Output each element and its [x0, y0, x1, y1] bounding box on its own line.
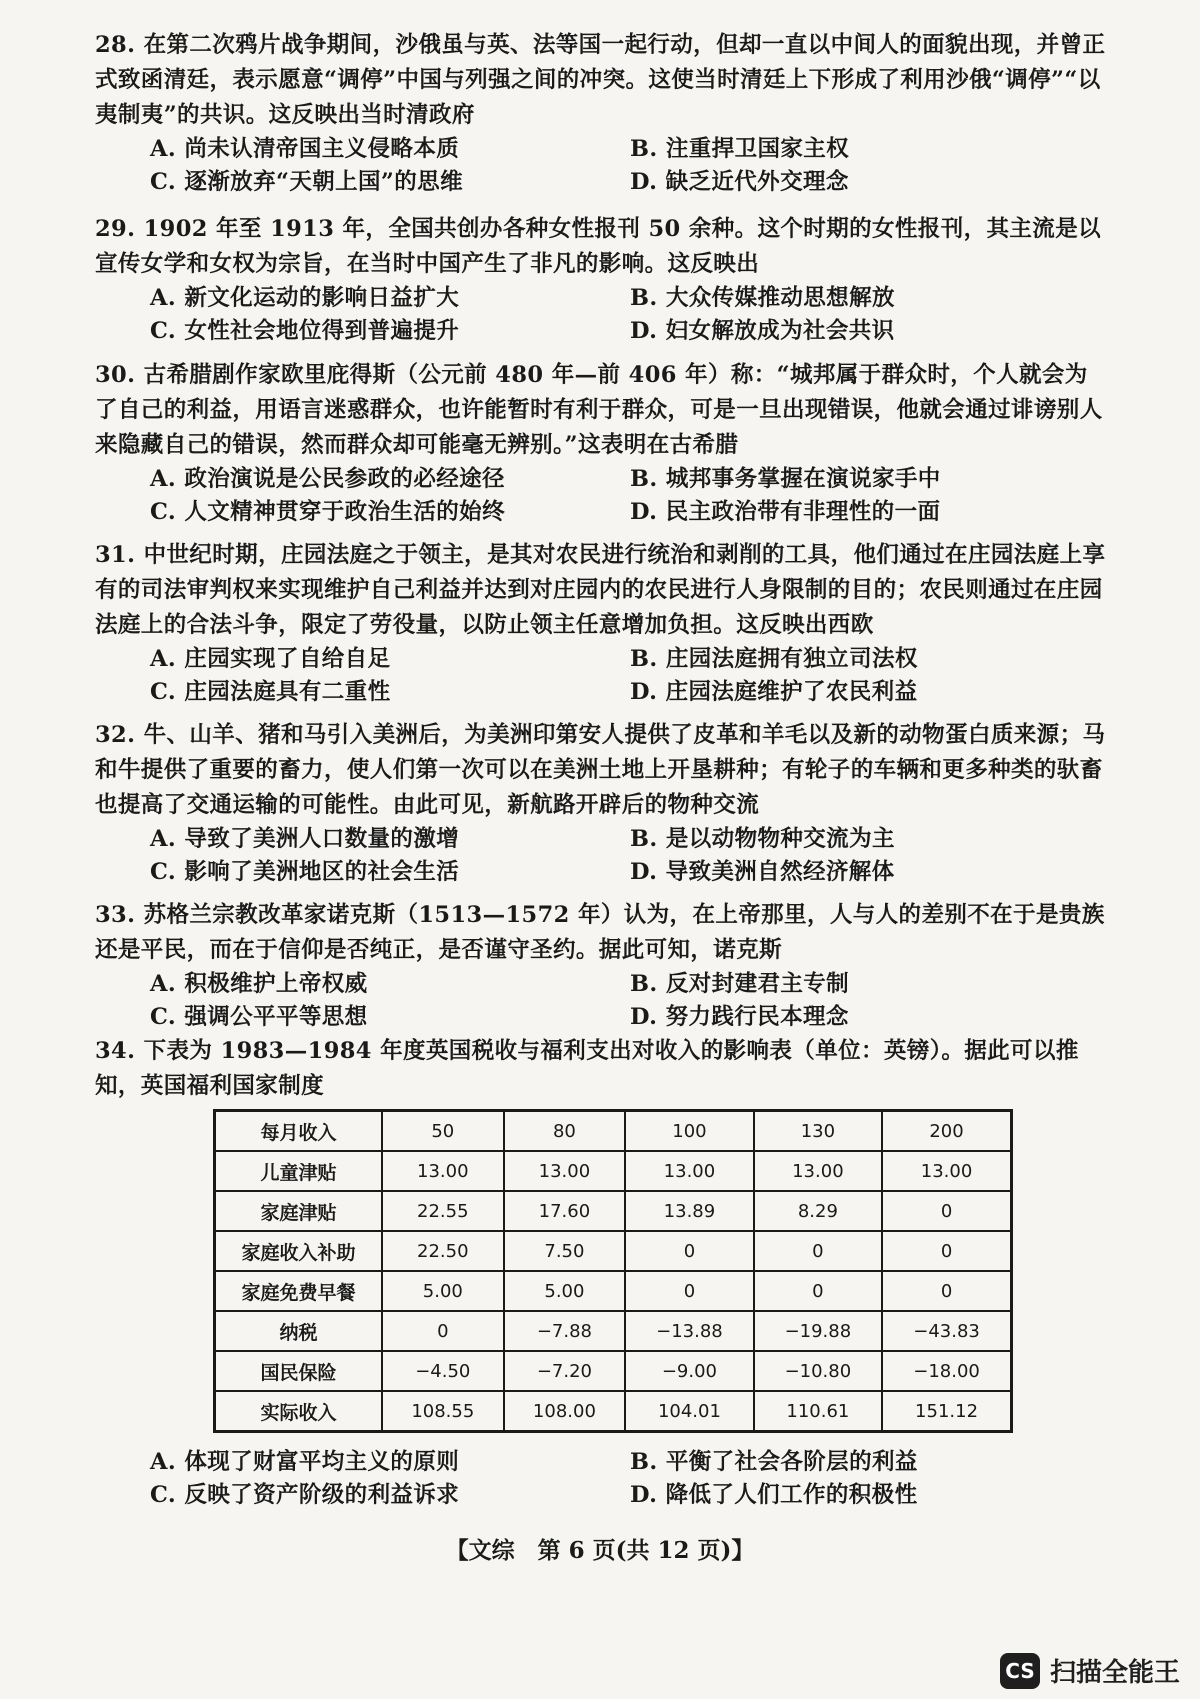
table-cell: 104.01 [625, 1391, 753, 1432]
table-row [215, 1271, 1012, 1311]
option-a: A. 积极维护上帝权威 [150, 971, 368, 997]
options [150, 643, 1110, 709]
camscanner-logo-icon: CS [1000, 1653, 1040, 1689]
table-cell: 0 [754, 1231, 882, 1271]
row-header-cell: 实际收入 [215, 1391, 383, 1432]
table-cell: 108.55 [382, 1391, 504, 1432]
question-stem: 31. 中世纪时期，庄园法庭之于领主，是其对农民进行统治和剥削的工具，他们通过在庄园法庭上享有的司法审判权来实现维护自己利益并达到对庄园内的农民进行人身限制的目的；农民则通过在庄园法庭上的合法斗争，限定了劳役量，以防止领主任意增加负担。这反映出西欧 [95, 542, 1106, 638]
table-cell: 130 [754, 1111, 882, 1152]
option-c: C. 强调公平平等思想 [150, 1004, 368, 1030]
option-c: C. 女性社会地位得到普遍提升 [150, 318, 460, 344]
table-cell: 0 [882, 1271, 1011, 1311]
table-cell: 7.50 [504, 1231, 626, 1271]
table-cell: 13.00 [625, 1151, 753, 1191]
option-d: D. 努力践行民本理念 [630, 1004, 849, 1030]
option-c: C. 庄园法庭具有二重性 [150, 679, 391, 705]
table-cell: 5.00 [504, 1271, 626, 1311]
table-cell: −7.88 [504, 1311, 626, 1351]
question-stem: 29. 1902 年至 1913 年，全国共创办各种女性报刊 50 余种。这个时期的女性报刊，其主流是以宣传女学和女权为宗旨，在当时中国产生了非凡的影响。这反映出 [95, 216, 1102, 277]
table-cell: 100 [625, 1111, 753, 1152]
question-34-options [95, 1446, 1110, 1512]
table-cell: −18.00 [882, 1351, 1011, 1391]
options [150, 463, 1110, 529]
option-b: B. 注重捍卫国家主权 [630, 136, 850, 162]
option-b: B. 庄园法庭拥有独立司法权 [630, 646, 918, 672]
table-cell: −4.50 [382, 1351, 504, 1391]
option-b: B. 城邦事务掌握在演说家手中 [630, 466, 941, 492]
table-cell: 13.00 [504, 1151, 626, 1191]
table-cell: 50 [382, 1111, 504, 1152]
question-30 [95, 358, 1110, 529]
question-28 [95, 28, 1110, 199]
table-cell: 0 [382, 1311, 504, 1351]
question-32 [95, 718, 1110, 889]
table-cell: 0 [754, 1271, 882, 1311]
row-header-cell: 家庭津贴 [215, 1191, 383, 1231]
table-cell: 108.00 [504, 1391, 626, 1432]
options [150, 1446, 1110, 1512]
option-d: D. 降低了人们工作的积极性 [630, 1482, 918, 1508]
option-d: D. 民主政治带有非理性的一面 [630, 499, 941, 525]
table-cell: 13.00 [382, 1151, 504, 1191]
row-header-cell: 家庭免费早餐 [215, 1271, 383, 1311]
table-cell: 200 [882, 1111, 1011, 1152]
question-stem: 33. 苏格兰宗教改革家诺克斯（1513—1572 年）认为，在上帝那里，人与人的差别不在于是贵族还是平民，而在于信仰是否纯正，是否谨守圣约。据此可知，诺克斯 [95, 902, 1105, 963]
table-cell: −19.88 [754, 1311, 882, 1351]
table-cell: 22.50 [382, 1231, 504, 1271]
row-header-cell: 儿童津贴 [215, 1151, 383, 1191]
option-a: A. 体现了财富平均主义的原则 [150, 1449, 460, 1475]
table-cell: 0 [882, 1231, 1011, 1271]
table-row [215, 1311, 1012, 1351]
options [150, 968, 1110, 1034]
option-a: A. 新文化运动的影响日益扩大 [150, 285, 460, 311]
table-cell: 5.00 [382, 1271, 504, 1311]
options [150, 823, 1110, 889]
table-cell: −43.83 [882, 1311, 1011, 1351]
welfare-tax-table [213, 1109, 1013, 1433]
question-34 [95, 1034, 1110, 1104]
page-footer: 【文综 第 6 页(共 12 页)】 [445, 1537, 755, 1564]
table-cell: 13.00 [754, 1151, 882, 1191]
table-row [215, 1351, 1012, 1391]
table-cell: 13.00 [882, 1151, 1011, 1191]
table-row [215, 1391, 1012, 1432]
table-cell: 151.12 [882, 1391, 1011, 1432]
table-row [215, 1111, 1012, 1152]
option-a: A. 庄园实现了自给自足 [150, 646, 391, 672]
table-row [215, 1191, 1012, 1231]
table-cell: −9.00 [625, 1351, 753, 1391]
options [150, 133, 1110, 199]
row-header-cell: 每月收入 [215, 1111, 383, 1152]
table-cell: 110.61 [754, 1391, 882, 1432]
options [150, 282, 1110, 348]
table-cell: −13.88 [625, 1311, 753, 1351]
table-cell: 22.55 [382, 1191, 504, 1231]
question-stem: 34. 下表为 1983—1984 年度英国税收与福利支出对收入的影响表（单位：英镑）。据此可以推知，英国福利国家制度 [95, 1038, 1079, 1099]
question-31 [95, 538, 1110, 709]
option-c: C. 反映了资产阶级的利益诉求 [150, 1482, 460, 1508]
option-d: D. 妇女解放成为社会共识 [630, 318, 895, 344]
option-b: B. 平衡了社会各阶层的利益 [630, 1449, 918, 1475]
table-cell: 80 [504, 1111, 626, 1152]
scanner-watermark [1000, 1652, 1180, 1689]
option-a: A. 政治演说是公民参政的必经途径 [150, 466, 505, 492]
question-29 [95, 212, 1110, 348]
row-header-cell: 国民保险 [215, 1351, 383, 1391]
option-c: C. 影响了美洲地区的社会生活 [150, 859, 460, 885]
option-a: A. 尚未认清帝国主义侵略本质 [150, 136, 460, 162]
option-b: B. 反对封建君主专制 [630, 971, 850, 997]
table-cell: −7.20 [504, 1351, 626, 1391]
question-stem: 28. 在第二次鸦片战争期间，沙俄虽与英、法等国一起行动，但却一直以中间人的面貌出现，并曾正式致函清廷，表示愿意“调停”中国与列强之间的冲突。这使当时清廷上下形成了利用沙俄“调停”“以夷制夷”的共识。这反映出当时清政府 [95, 32, 1106, 128]
table-row [215, 1231, 1012, 1271]
option-c: C. 逐渐放弃“天朝上国”的思维 [150, 169, 463, 195]
option-c: C. 人文精神贯穿于政治生活的始终 [150, 499, 505, 525]
option-b: B. 是以动物物种交流为主 [630, 826, 895, 852]
option-b: B. 大众传媒推动思想解放 [630, 285, 895, 311]
table-row [215, 1151, 1012, 1191]
scanner-app-name: 扫描全能王 [1050, 1658, 1181, 1688]
option-d: D. 庄园法庭维护了农民利益 [630, 679, 918, 705]
question-stem: 30. 古希腊剧作家欧里庇得斯（公元前 480 年—前 406 年）称：“城邦属于群众时，个人就会为了自己的利益，用语言迷惑群众，也许能暂时有利于群众，可是一旦出现错误，他就会通过诽谤别人来隐藏自己的错误，然而群众却可能毫无辨别。”这表明在古希腊 [95, 362, 1103, 458]
table-cell: 17.60 [504, 1191, 626, 1231]
table-cell: 8.29 [754, 1191, 882, 1231]
option-d: D. 缺乏近代外交理念 [630, 169, 849, 195]
table-cell: 13.89 [625, 1191, 753, 1231]
table-cell: 0 [625, 1271, 753, 1311]
question-stem: 32. 牛、山羊、猪和马引入美洲后，为美洲印第安人提供了皮革和羊毛以及新的动物蛋白质来源；马和牛提供了重要的畜力，使人们第一次可以在美洲土地上开垦耕种；有轮子的车辆和更多种类的驮畜也提高了交通运输的可能性。由此可见，新航路开辟后的物种交流 [95, 722, 1106, 818]
table-cell: −10.80 [754, 1351, 882, 1391]
table-cell: 0 [882, 1191, 1011, 1231]
row-header-cell: 纳税 [215, 1311, 383, 1351]
table-cell: 0 [625, 1231, 753, 1271]
row-header-cell: 家庭收入补助 [215, 1231, 383, 1271]
option-d: D. 导致美洲自然经济解体 [630, 859, 895, 885]
option-a: A. 导致了美洲人口数量的激增 [150, 826, 460, 852]
question-33 [95, 898, 1110, 1034]
